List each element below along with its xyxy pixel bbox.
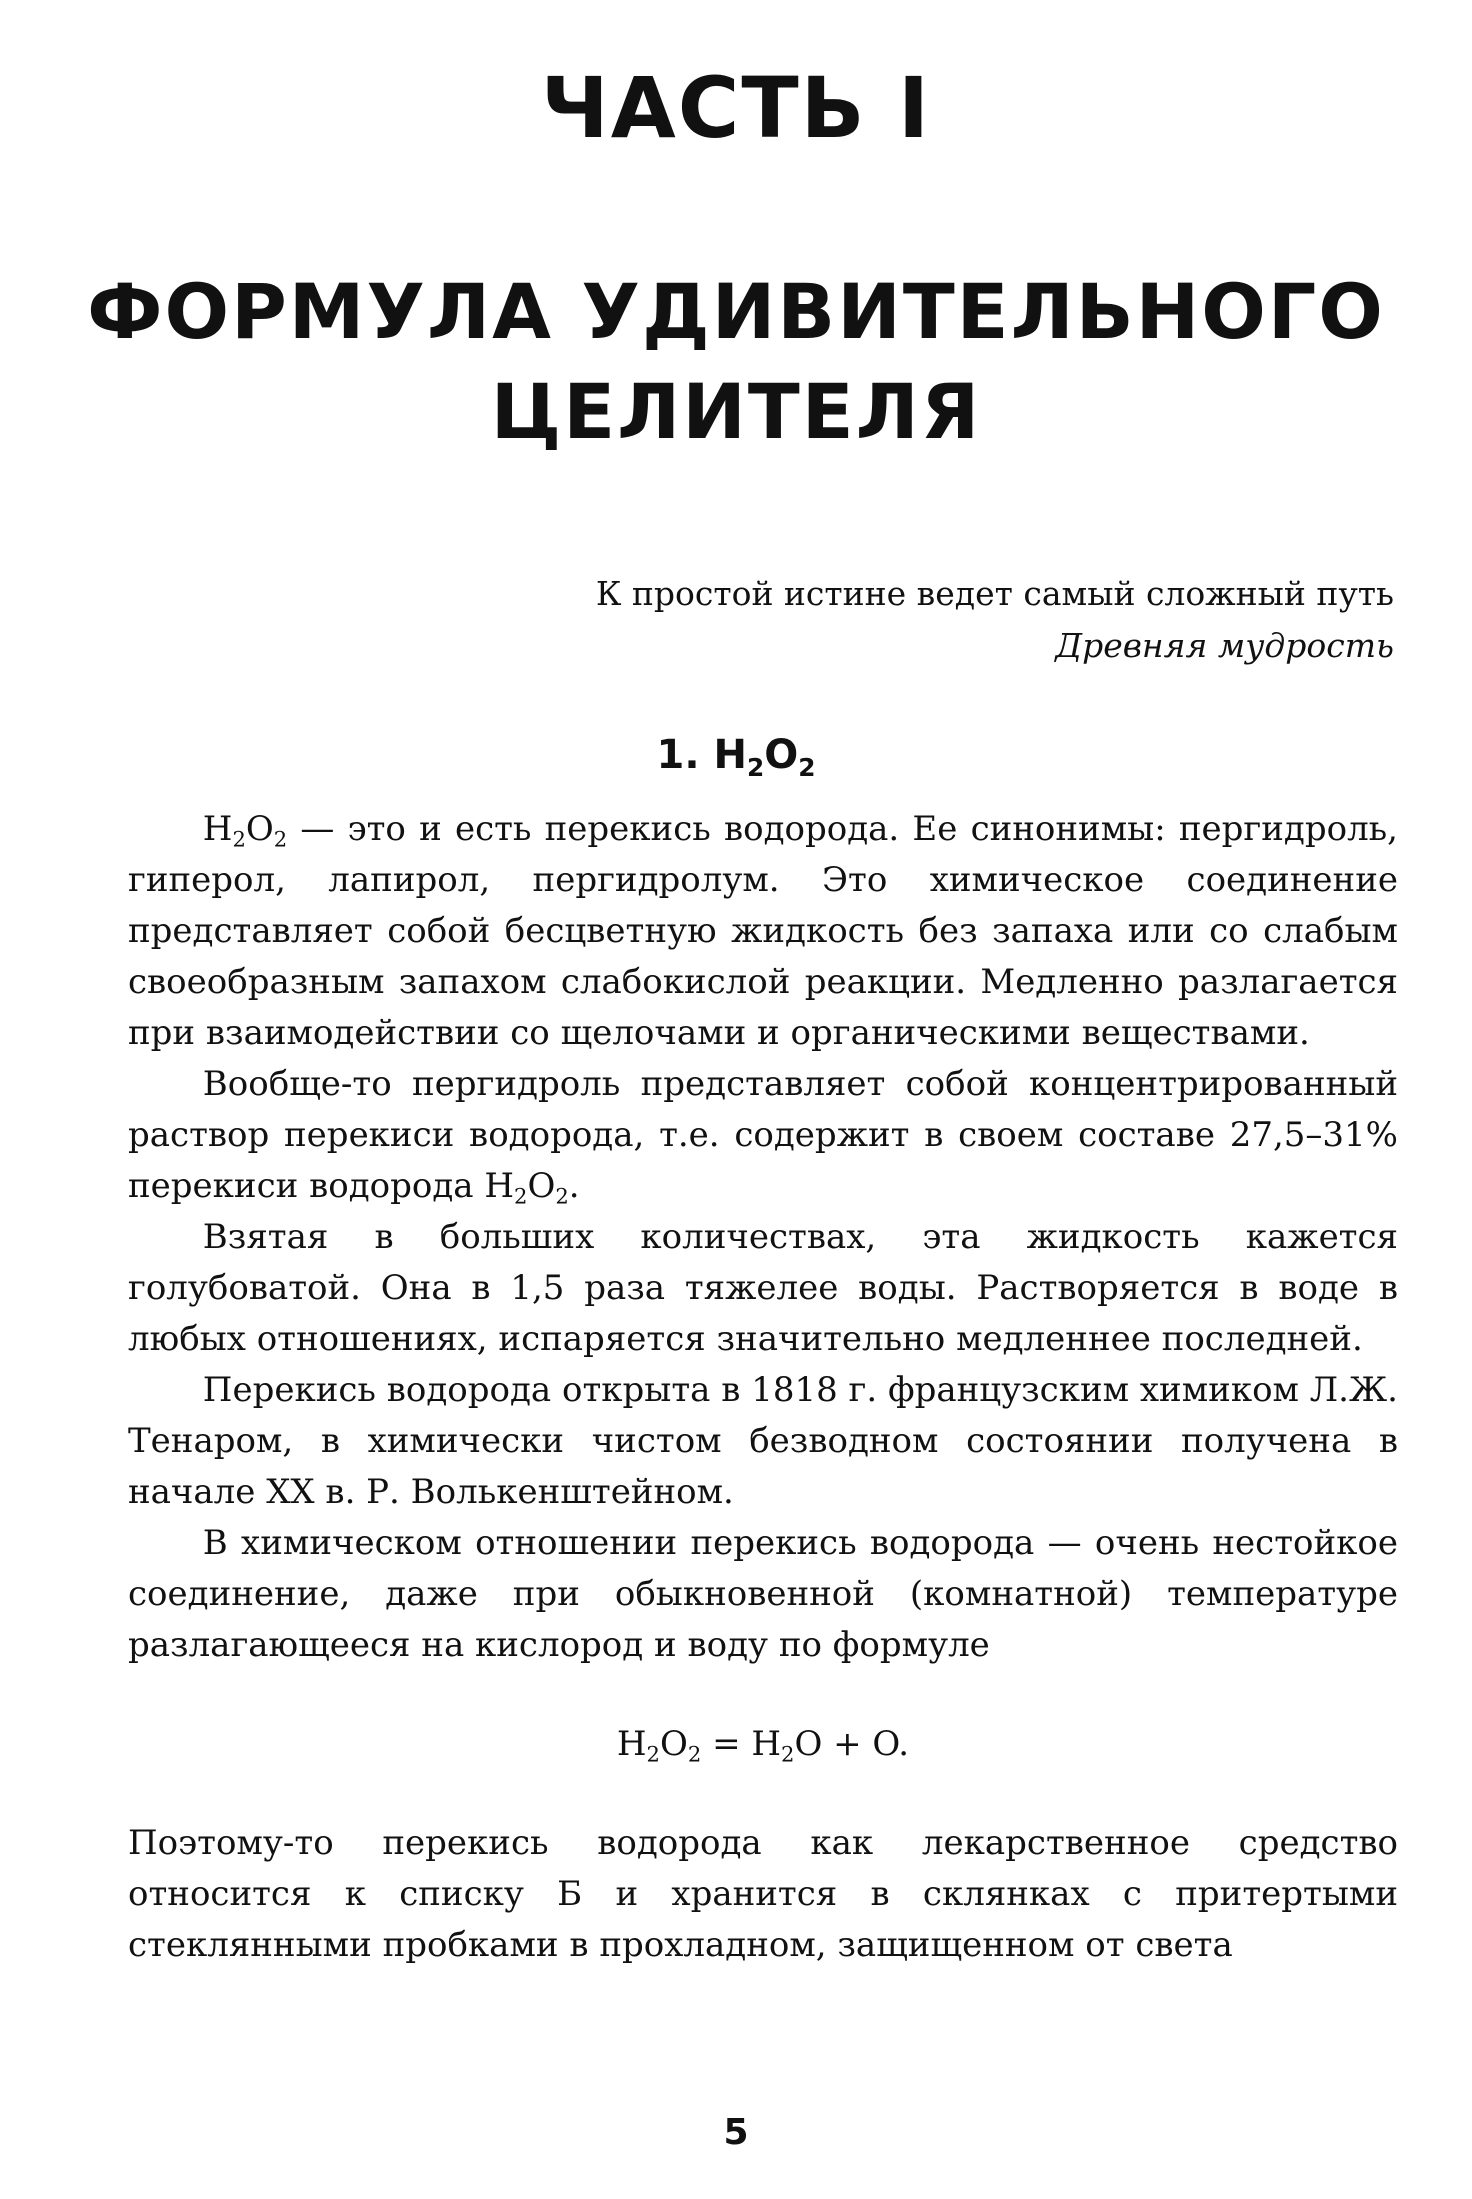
section-title [0, 730, 1472, 780]
equation: $H_2O_2 = H_2O + O$. [616, 1724, 910, 1767]
paragraph: Поэтому-то перекись водорода как лекарственное средство относится к списку Б и хранится в склянках с притертыми стеклянными пробками в прохладном, защищенном от света [128, 1823, 1398, 1965]
epigraph-source: Древняя мудрость [1055, 626, 1394, 665]
section-formula: $H_2O_2$ [713, 732, 816, 782]
section-number: 1. [656, 732, 700, 778]
part-title: ЧАСТЬ I [540, 59, 932, 157]
paragraph: Вообще-то пергидроль представляет собой концентрированный раствор перекиси водорода, т.е. содержит в своем составе 27,5–31% перекиси водорода $H_2O_2$. [128, 1064, 1398, 1209]
paragraph: Взятая в больших количествах, эта жидкость кажется голубоватой. Она в 1,5 раза тяжелее воды. Растворяется в воде в любых отношениях, испаряется значительно медленнее последней. [128, 1217, 1398, 1359]
paragraph: Перекись водорода открыта в 1818 г. французским химиком Л.Ж. Тенаром, в химически чистом безводном состоянии получена в начале XX в. Р. Волькенштейном. [128, 1370, 1398, 1512]
epigraph [596, 568, 1394, 672]
chapter-title-line-1: ФОРМУЛА УДИВИТЕЛЬНОГО [87, 267, 1385, 356]
chapter-title-line-2: ЦЕЛИТЕЛЯ [490, 367, 982, 456]
page-number: 5 [723, 2112, 749, 2153]
paragraph: В химическом отношении перекись водорода — очень нестойкое соединение, даже при обыкновенной (комнатной) температуре разлагающееся на кислород и воду по формуле [128, 1523, 1398, 1665]
epigraph-text: К простой истине ведет самый сложный путь [595, 574, 1394, 613]
paragraph: $H_2O_2$ — это и есть перекись водорода. Ее синонимы: пергидроль, гиперол, лапирол, пергидролум. Это химическое соединение представляет собой бесцветную жидкость без запаха или со слабым своеобразным запахом слабокислой реакции. Медленно разлагается при взаимодействии со щелочами и органическими веществами. [128, 809, 1398, 1053]
chapter-title [0, 262, 1472, 462]
body-text [128, 804, 1398, 1971]
